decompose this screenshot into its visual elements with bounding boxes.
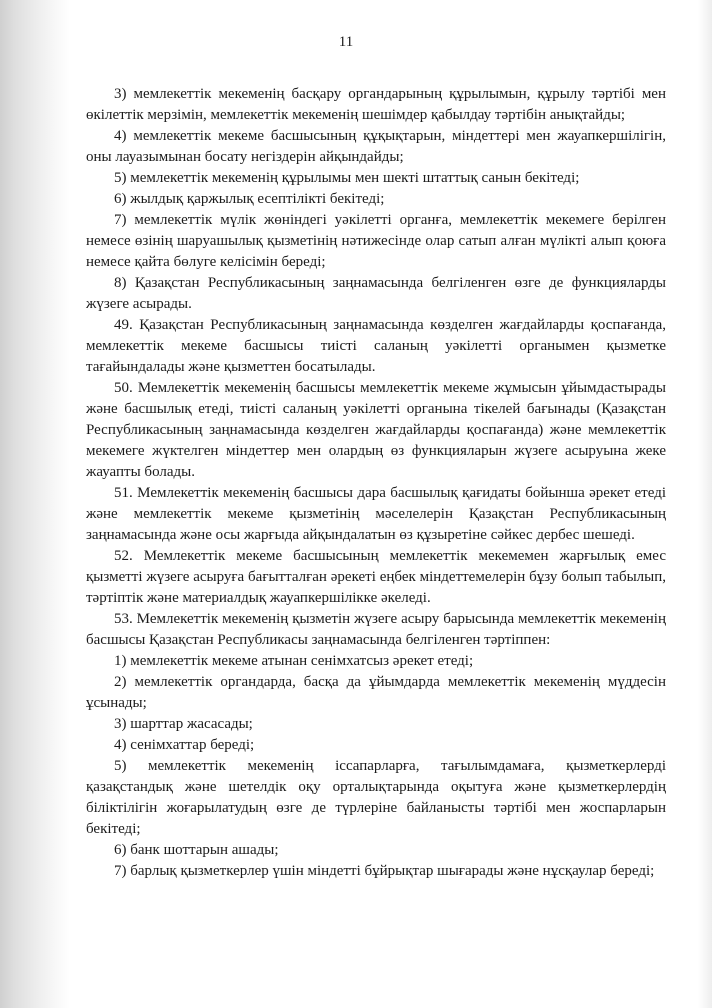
clause-53-item-7: 7) барлық қызметкерлер үшін міндетті бұйрықтар шығарады және нұсқаулар береді;: [114, 863, 655, 879]
paragraph-5-staff: 5) мемлекеттік мекеменің құрылымы мен шекті штаттық санын бекітеді;: [114, 170, 580, 186]
paragraph-7-property: 7) мемлекеттік мүлік жөніндегі уәкілетті органға, мемлекеттік мекемеге берілген немесе өзінің шаруашылық қызметінің нәтижесінде олар сатып алған мүлікті алып қоюға немесе қайта бөлуге келісімін береді;: [86, 212, 666, 270]
paragraph-3-structure: 3) мемлекеттік мекеменің басқару органдарының құрылымын, құрылу тәртібі мен өкілеттік мерзімін, мемлекеттік мекеменің шешімдер қабылдау тәртібін анықтайды;: [86, 86, 666, 123]
document-body: [86, 84, 666, 882]
paragraph-8-other-functions: 8) Қазақстан Республикасының заңнамасында белгіленген өзге де функцияларды жүзеге асырады.: [86, 275, 666, 312]
clause-52: 52. Мемлекеттік мекеме басшысының мемлекеттік мекемемен жарғылық емес қызметті жүзеге асыруға бағытталған әрекеті еңбек міндеттемелерін бұзу болып табылып, тәртіптік және материалдық жауапкершілікке әкеледі.: [86, 548, 666, 606]
clause-53-item-3: 3) шарттар жасасады;: [114, 716, 253, 732]
clause-49: 49. Қазақстан Республикасының заңнамасында көзделген жағдайларды қоспағанда, мемлекеттік мекеме басшысы тиісті саланың уәкілетті органымен қызметке тағайындалады және қызметтен босатылады.: [86, 317, 666, 375]
page-number: 11: [338, 34, 354, 50]
clause-51: 51. Мемлекеттік мекеменің басшысы дара басшылық қағидаты бойынша әрекет етеді және мемлекеттік мекеме қызметінің мәселелерін Қазақстан Республикасының заңнамасында және осы жарғыда айқындалатын өз құзыретіне сәйкес дербес шешеді.: [86, 485, 666, 543]
clause-53-item-2: 2) мемлекеттік органдарда, басқа да ұйымдарда мемлекеттік мекеменің мүддесін ұсынады;: [86, 674, 666, 711]
clause-53: 53. Мемлекеттік мекеменің қызметін жүзеге асыру барысында мемлекеттік мекеменің басшысы Қазақстан Республикасы заңнамасында белгіленген тәртіппен:: [86, 611, 666, 648]
clause-50: 50. Мемлекеттік мекеменің басшысы мемлекеттік мекеме жұмысын ұйымдастырады және басшылық етеді, тиісті саланың уәкілетті органына тікелей бағынады (Қазақстан Республикасының заңнамасында көзделген жағдайларды қоспағанда) және мемлекеттік мекемеге жүктелген міндеттер мен олардың өз функцияларын жүзеге асыруына жеке жауапты болады.: [86, 380, 666, 480]
paragraph-4-head-rights: 4) мемлекеттік мекеме басшысының құқықтарын, міндеттері мен жауапкершілігін, оны лауазымынан босату негіздерін айқындайды;: [86, 128, 666, 165]
clause-53-item-1: 1) мемлекеттік мекеме атынан сенімхатсыз әрекет етеді;: [114, 653, 474, 669]
clause-53-item-6: 6) банк шоттарын ашады;: [114, 842, 279, 858]
clause-53-item-4: 4) сенімхаттар береді;: [114, 737, 255, 753]
clause-53-item-5: 5) мемлекеттік мекеменің іссапарларға, тағылымдамаға, қызметкерлерді қазақстандық және шетелдік оқу орталықтарында оқытуға және қызметкерлердің біліктілігін жоғарылатудың өзге де түрлеріне байланысты тәртібі мен жоспарларын бекітеді;: [86, 758, 666, 837]
scan-right-edge: [698, 0, 712, 1008]
document-page: [86, 0, 666, 1008]
paragraph-6-reporting: 6) жылдық қаржылық есептілікті бекітеді;: [114, 191, 385, 207]
scan-binding-shadow: [0, 0, 70, 1008]
